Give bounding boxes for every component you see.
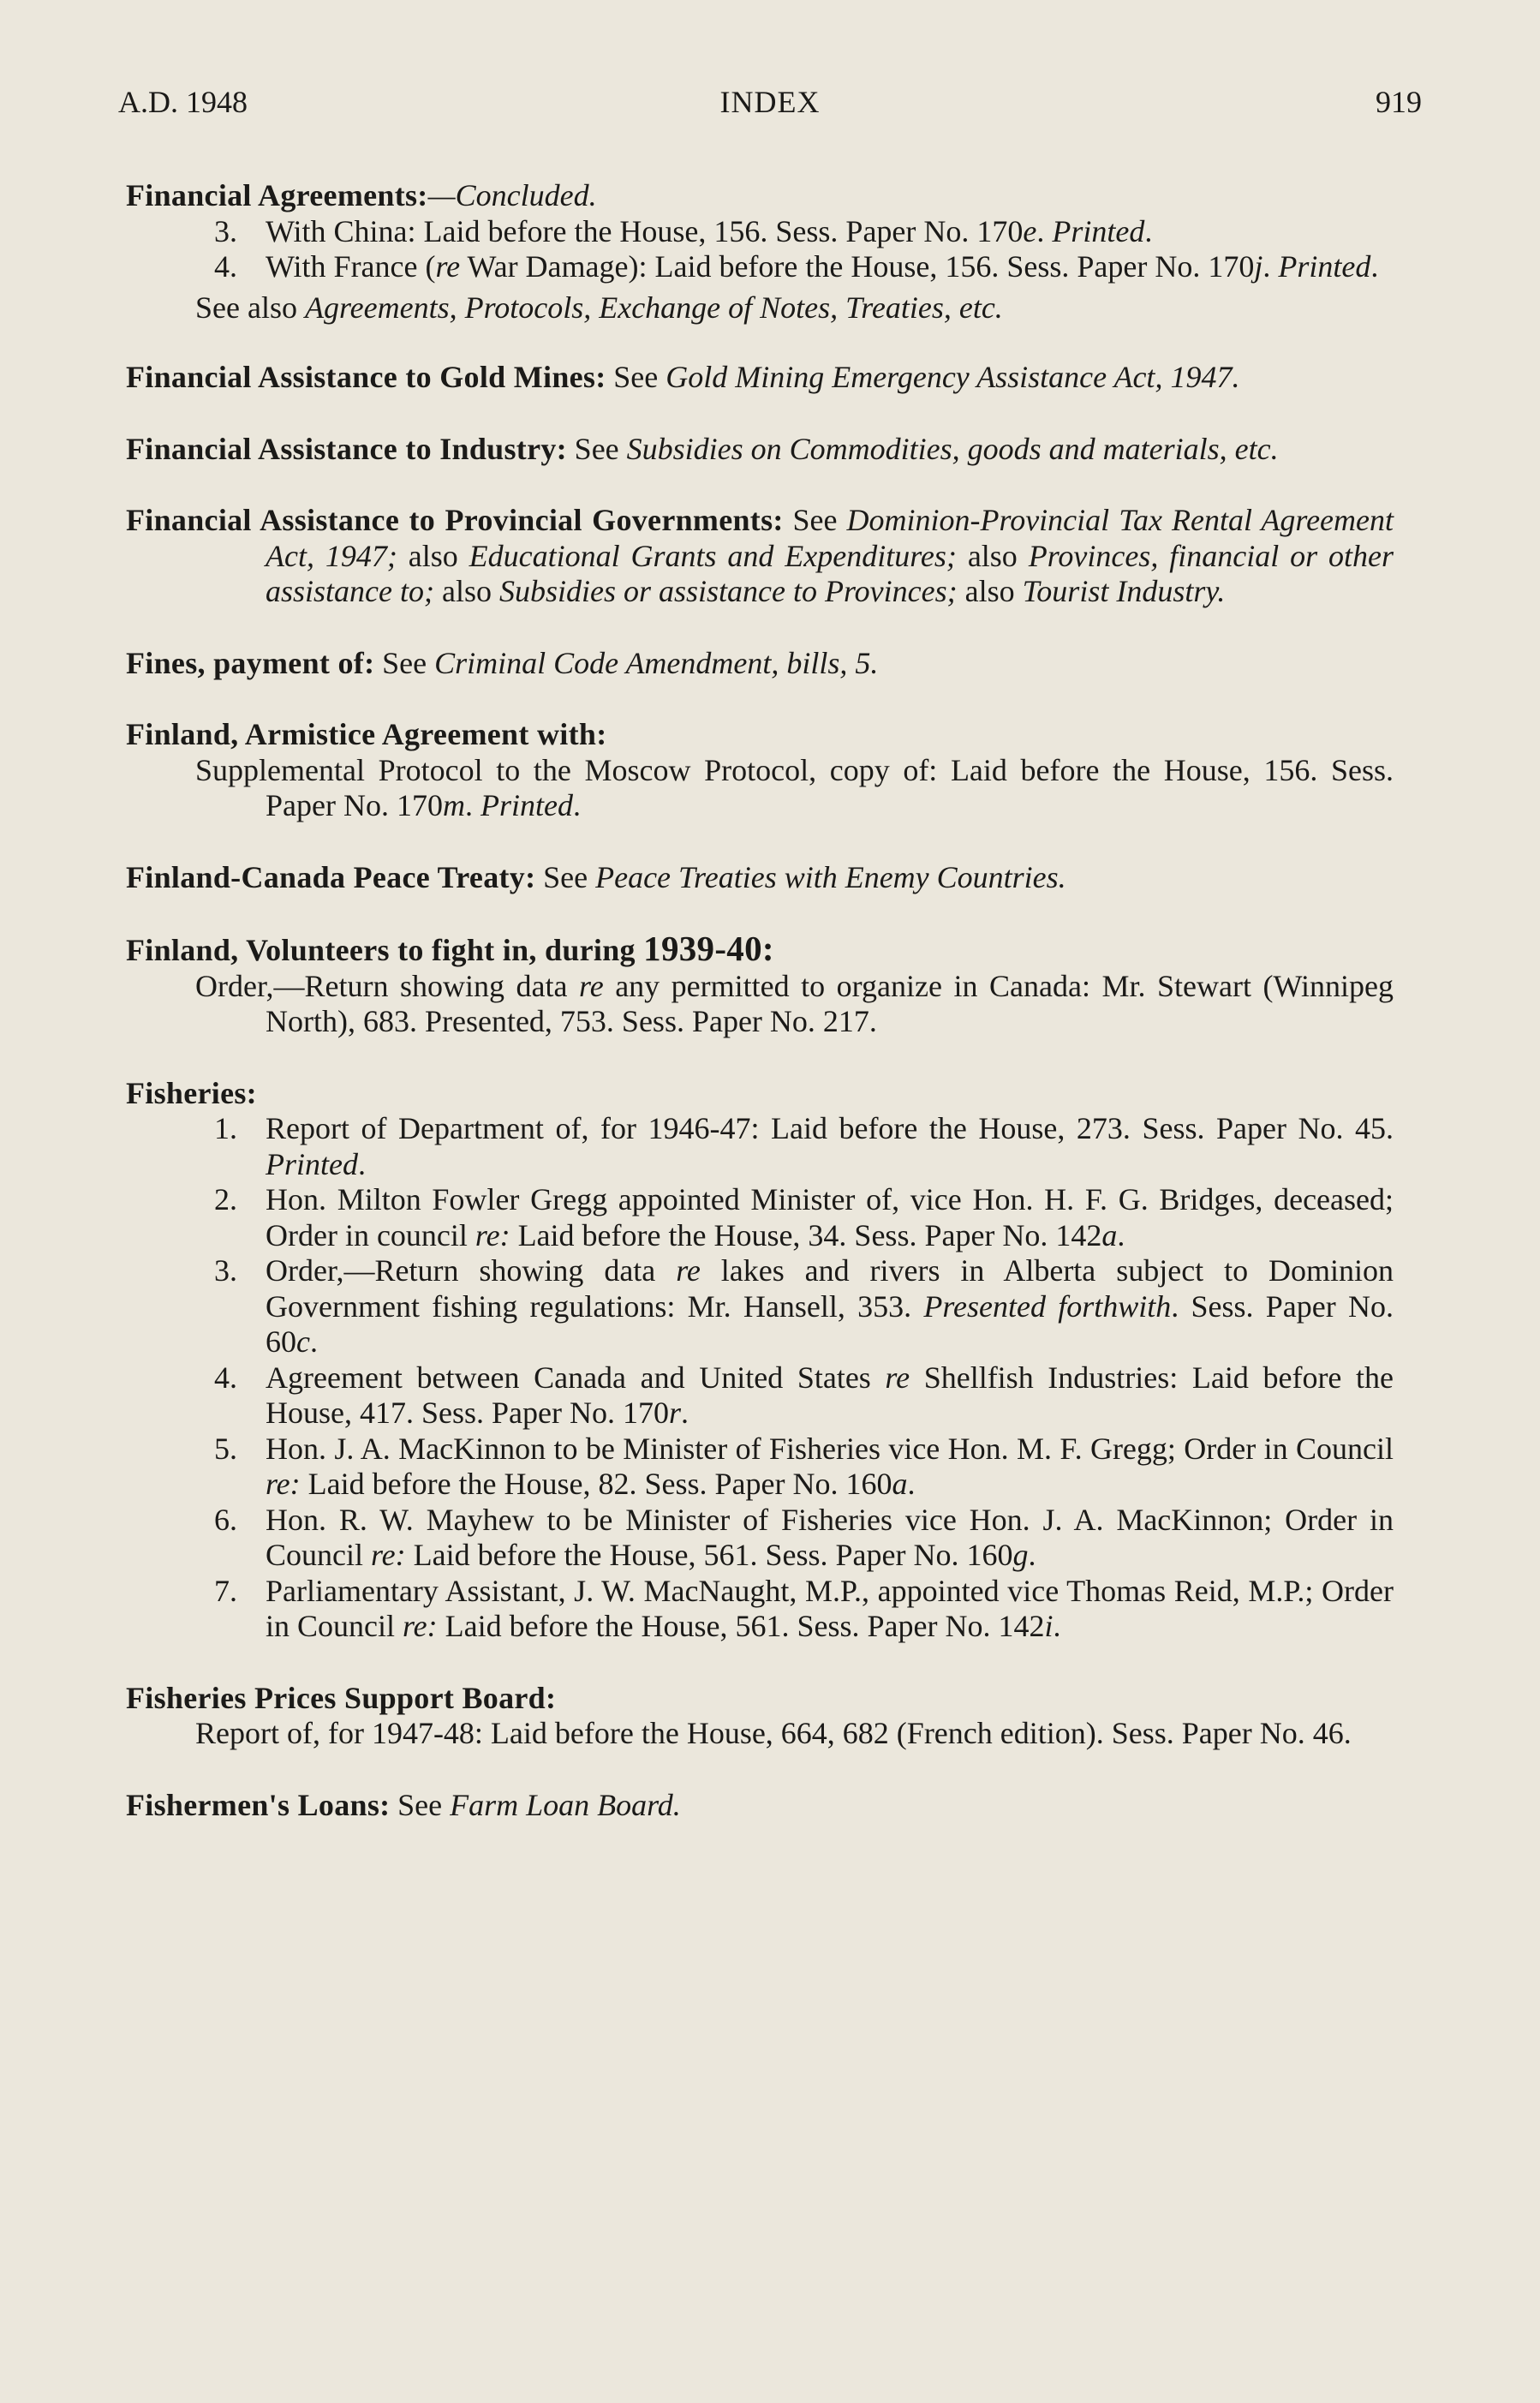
index-entry [126,1076,1394,1645]
index-entries [126,178,1394,1859]
list-item [126,1182,1394,1253]
list-item [126,1503,1394,1574]
entry-title: Financial Assistance to Provincial Governments [126,503,773,537]
index-entry [126,717,1394,824]
header-year: A.D. 1948 [118,85,248,119]
entry-heading [126,178,1394,214]
index-entry [126,503,1394,610]
item-text: Hon. Milton Fowler Gregg appointed Minister of, vice Hon. H. F. G. Bridges, deceased; Order in council re: Laid before the House, 34. Sess. Paper No. 142a. [266,1182,1394,1252]
entry-continuation: —Concluded. [427,178,597,212]
cross-reference: Farm Loan Board. [450,1787,681,1822]
item-text: Agreement between Canada and United States re Shellfish Industries: Laid before the House, 417. Sess. Paper No. 170r. [266,1360,1394,1430]
list-item [126,214,1394,250]
entry-heading: Fisheries Prices Support Board: [126,1680,556,1715]
entry-title: Finland, Armistice Agreement with [126,717,597,751]
item-text: Report of Department of, for 1946-47: Laid before the House, 273. Sess. Paper No. 45. Printed. [266,1111,1394,1181]
item-number: 3. [214,1253,237,1288]
index-entry [126,360,1394,396]
item-text: Hon. J. A. MacKinnon to be Minister of Fisheries vice Hon. M. F. Gregg; Order in Council re: Laid before the House, 82. Sess. Paper No. 160a. [266,1431,1394,1501]
entry-title: Financial Assistance to Gold Mines [126,360,596,394]
entry-title: Fisheries Prices Support Board [126,1680,546,1715]
index-entry [126,432,1394,468]
index-entry [126,860,1394,896]
list-item [126,1111,1394,1182]
index-entry [126,178,1394,326]
index-entry [126,646,1394,682]
item-number: 4. [214,249,237,284]
entry-heading: Fishermen's Loans: See Farm Loan Board. [126,1787,681,1822]
item-number: 1. [214,1111,237,1145]
cross-reference: Subsidies on Commodities, goods and materials, etc. [626,431,1279,466]
entry-title: Fisheries [126,1075,247,1110]
list-item [126,249,1394,285]
entry-title-years: 1939-40: [643,929,774,968]
item-number: 7. [214,1573,237,1608]
item-text: Order,—Return showing data re lakes and rivers in Alberta subject to Dominion Government fishing regulations: Mr. Hansell, 353. Presented forthwith. Sess. Paper No. 60c. [266,1253,1394,1359]
cross-reference: Criminal Code Amendment, bills, 5. [434,645,879,680]
entry-title: Fines, payment of [126,645,365,680]
entry-heading: Financial Assistance to Industry: See Subsidies on Commodities, goods and materials, etc. [126,431,1279,466]
entry-title: Fishermen's Loans [126,1787,380,1822]
item-number: 4. [214,1360,237,1395]
list-item [126,1432,1394,1503]
list-item [126,1360,1394,1432]
entry-heading: Financial Assistance to Gold Mines: See Gold Mining Emergency Assistance Act, 1947. [126,360,1240,394]
entry-detail: Report of, for 1947-48: Laid before the House, 664, 682 (French edition). Sess. Paper No. 46. [195,1716,1352,1750]
list-item [126,1253,1394,1360]
item-text: With China: Laid before the House, 156. Sess. Paper No. 170e. Printed. [266,213,1153,248]
item-text: Parliamentary Assistant, J. W. MacNaught, M.P., appointed vice Thomas Reid, M.P.; Order in Council re: Laid before the House, 561. Sess. Paper No. 142i. [266,1573,1394,1643]
running-header [118,84,1422,127]
entry-title: Finland, Volunteers to fight in, during [126,933,644,967]
entry-detail: Order,—Return showing data re any permitted to organize in Canada: Mr. Stewart (Winnipeg North), 683. Presented, 753. Sess. Paper No. 217. [195,968,1394,1038]
item-number: 3. [214,213,237,248]
item-number: 5. [214,1431,237,1466]
cross-reference: Peace Treaties with Enemy Countries. [595,859,1066,894]
list-item [126,1574,1394,1645]
page-number: 919 [1376,85,1422,119]
header-title: INDEX [719,85,821,119]
entry-title: Financial Agreements: [126,178,428,212]
item-text: Hon. R. W. Mayhew to be Minister of Fisheries vice Hon. J. A. MacKinnon; Order in Council re: Laid before the House, 561. Sess. Paper No. 160g. [266,1502,1394,1572]
entry-title: Financial Assistance to Industry [126,431,557,466]
entry-heading [126,931,1394,969]
entry-title: Finland-Canada Peace Treaty [126,859,526,894]
entry-heading: Finland-Canada Peace Treaty: See Peace Treaties with Enemy Countries. [126,859,1066,894]
entry-detail: Supplemental Protocol to the Moscow Protocol, copy of: Laid before the House, 156. Sess. Paper No. 170m. Printed. [195,752,1394,822]
entry-heading: Finland, Armistice Agreement with: [126,717,607,751]
item-number: 6. [214,1502,237,1537]
cross-reference: Gold Mining Emergency Assistance Act, 1947. [666,360,1240,394]
entry-heading: Financial Assistance to Provincial Governments: See Dominion-Provincial Tax Rental Agreement Act, 1947; also Educational Grants and Expenditures; also Provinces, financial or other assistance to; also Subsidies or assistance to Provinces; also Tourist Industry. [126,503,1394,608]
item-text: With France (re War Damage): Laid before the House, 156. Sess. Paper No. 170j. Printed. [266,249,1379,284]
index-entry [126,1681,1394,1752]
entry-heading: Fisheries: [126,1075,257,1110]
index-entry [126,1788,1394,1824]
item-number: 2. [214,1182,237,1216]
index-entry [126,931,1394,1040]
entry-heading: Fines, payment of: See Criminal Code Amendment, bills, 5. [126,645,879,680]
see-also-reference: See also Agreements, Protocols, Exchange of Notes, Treaties, etc. [195,290,1003,325]
